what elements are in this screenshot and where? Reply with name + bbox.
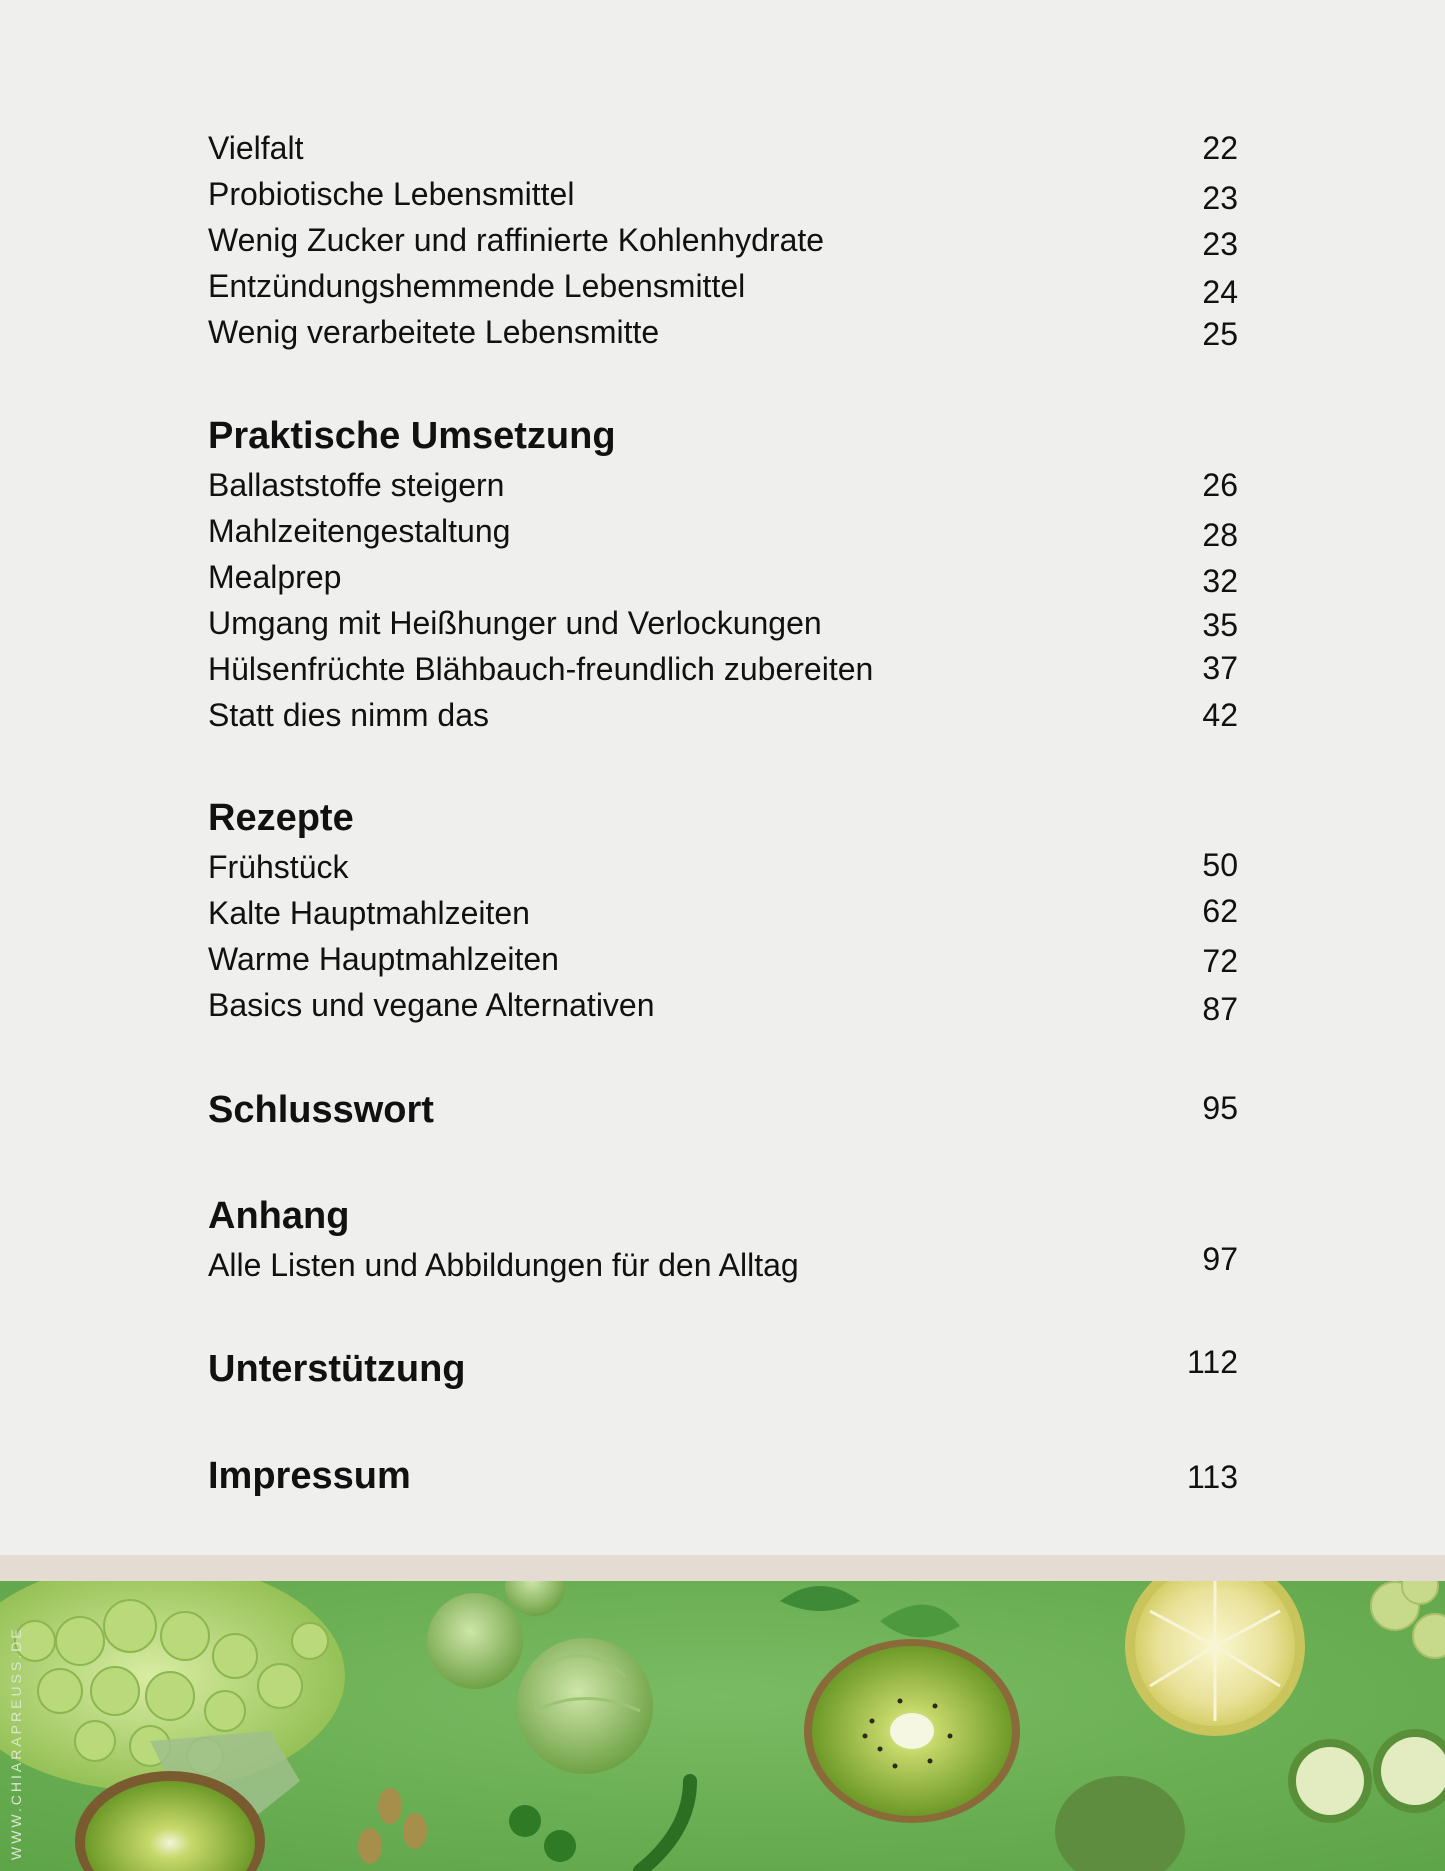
toc-entry-page: 42	[1202, 697, 1238, 733]
toc-entry	[208, 1241, 1238, 1285]
toc-entry-page: 23	[1202, 226, 1238, 262]
toc-entry-title: Ballaststoffe steigern	[208, 467, 505, 503]
toc-entry-title: Probiotische Lebensmittel	[208, 176, 575, 212]
toc-entry-page: 87	[1202, 991, 1238, 1027]
toc-entry	[208, 847, 1238, 887]
toc-entry	[208, 695, 1238, 735]
section-title-schlusswort: Schlusswort	[208, 1089, 434, 1131]
section-title-rezepte: Rezepte	[208, 797, 354, 839]
toc-entry	[208, 557, 1238, 597]
toc-entry-title: Mealprep	[208, 559, 342, 595]
section-title-praktische-umsetzung: Praktische Umsetzung	[208, 415, 616, 457]
section-title-impressum: Impressum	[208, 1455, 411, 1497]
toc-entry-page: 97	[1202, 1241, 1238, 1277]
toc-entry-title: Warme Hauptmahlzeiten	[208, 941, 559, 977]
toc-entry-page: 23	[1202, 180, 1238, 216]
toc-entry-page: 95	[1202, 1090, 1238, 1126]
toc-entry	[208, 511, 1238, 551]
vegetable-illustration	[0, 1581, 1445, 1871]
toc-entry-title: Mahlzeitengestaltung	[208, 513, 511, 549]
toc-entry-title: Vielfalt	[208, 130, 304, 166]
toc-entry-page: 26	[1202, 467, 1238, 503]
toc-section-heading	[208, 1196, 1238, 1236]
toc-entry	[208, 893, 1238, 933]
toc-entry-title: Frühstück	[208, 849, 349, 885]
toc-entry-page: 112	[1186, 1344, 1238, 1380]
toc-entry	[208, 465, 1238, 505]
toc-entry-title: Kalte Hauptmahlzeiten	[208, 895, 530, 931]
toc-entry-title: Hülsenfrüchte Blähbauch-freundlich zubereiten	[208, 651, 874, 687]
toc-entry-title: Entzündungshemmende Lebensmittel	[208, 268, 746, 304]
toc-entry	[208, 174, 1238, 214]
toc-entry-page: 113	[1186, 1459, 1238, 1495]
toc-entry	[208, 128, 1238, 168]
section-title-anhang: Anhang	[208, 1195, 350, 1237]
toc-entry-title: Basics und vegane Alternativen	[208, 987, 655, 1023]
toc-entry-page: 24	[1202, 274, 1238, 310]
toc-section-heading	[208, 1344, 1238, 1390]
vegetable-photo	[0, 1581, 1445, 1871]
toc-entry	[208, 939, 1238, 979]
toc-entry-page: 28	[1202, 517, 1238, 553]
toc-entry-page: 32	[1202, 563, 1238, 599]
toc-entry-title: Statt dies nimm das	[208, 697, 489, 733]
toc-entry	[208, 985, 1238, 1025]
toc-section-heading	[208, 1456, 1238, 1496]
toc-entry-title: Alle Listen und Abbildungen für den Alltag	[208, 1247, 799, 1283]
toc-entry	[208, 603, 1238, 643]
kiwi-icon	[804, 1639, 1020, 1823]
toc-section-heading	[208, 1090, 1238, 1130]
toc-entry-page: 62	[1202, 893, 1238, 929]
toc-entry	[208, 312, 1238, 352]
toc-section-heading	[208, 798, 1238, 838]
toc-entry-page: 72	[1202, 943, 1238, 979]
toc-entry-title: Wenig verarbeitete Lebensmitte	[208, 314, 660, 350]
toc-entry-page: 37	[1202, 650, 1238, 686]
toc-entry	[208, 649, 1238, 689]
section-title-unterstuetzung: Unterstützung	[208, 1348, 466, 1390]
website-watermark: WWW.CHIARAPREUSS.DE	[8, 1626, 24, 1860]
toc-entry-page: 35	[1202, 607, 1238, 643]
toc-entry	[208, 266, 1238, 310]
toc-entry-title: Wenig Zucker und raffinierte Kohlenhydrate	[208, 222, 825, 258]
toc-entry	[208, 220, 1238, 260]
toc-entry-page: 22	[1202, 130, 1238, 166]
divider-band	[0, 1555, 1445, 1581]
toc-section-heading	[208, 416, 1238, 456]
toc-entry-title: Umgang mit Heißhunger und Verlockungen	[208, 605, 822, 641]
toc-entry-page: 25	[1202, 316, 1238, 352]
toc-entry-page: 50	[1202, 847, 1238, 883]
